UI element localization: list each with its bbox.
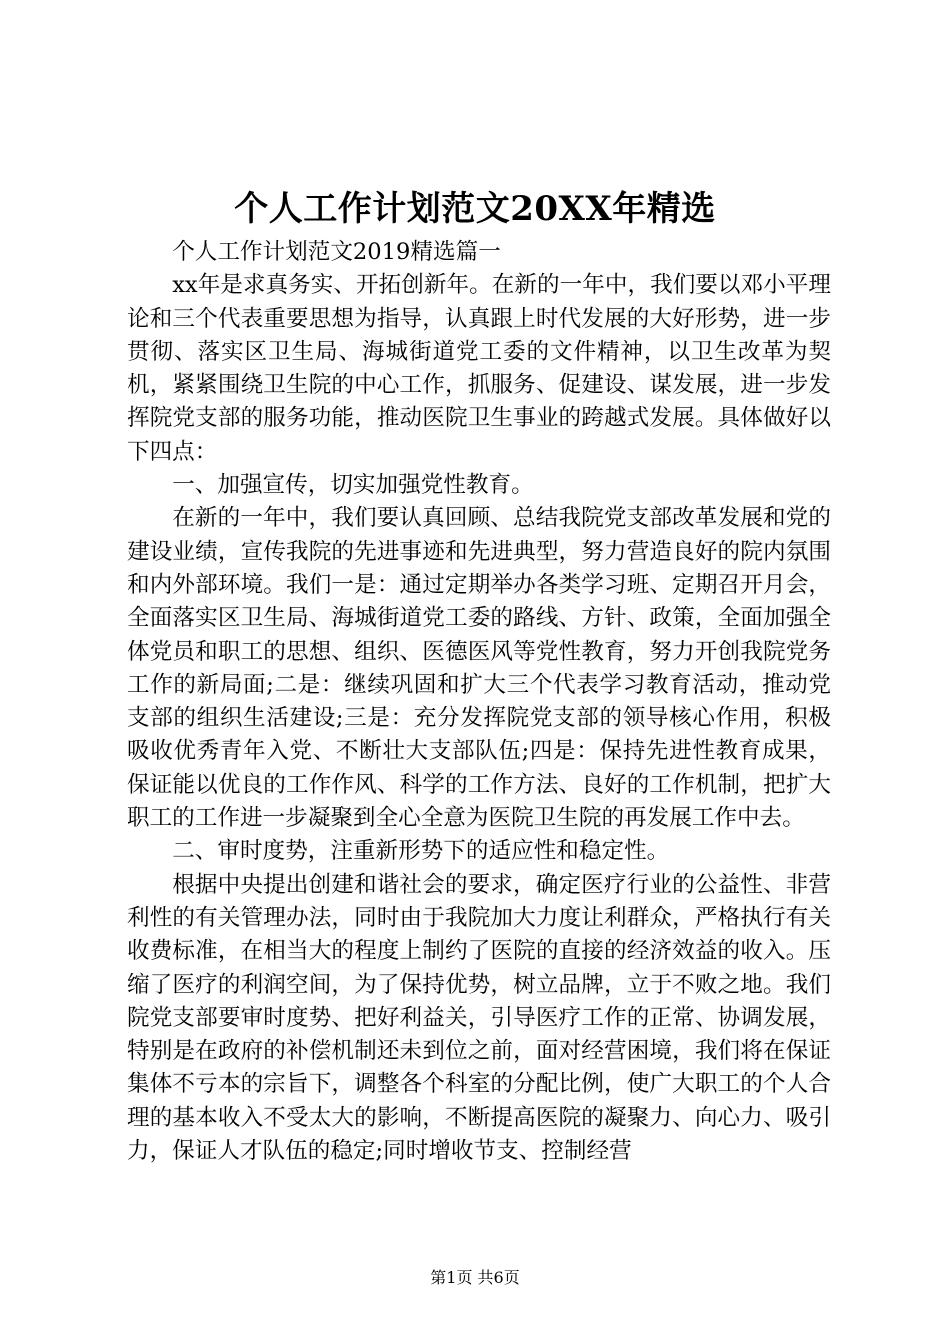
section-heading: 个人工作计划范文2019精选篇一: [172, 239, 501, 265]
subheading: 一、加强宣传，切实加强党性教育。: [172, 472, 534, 499]
body-paragraph: xx年是求真务实、开拓创新年。在新的一年中，我们要以邓小平理论和三个代表重要思想为指导，认真跟上时代发展的大好形势，进一步贯彻、落实区卫生局、海城街道党工委的文件精神，以卫生改革为契机，紧紧围绕卫生院的中心工作，抓服务、促建设、谋发展，进一步发挥院党支部的服务功能，推动医院卫生事业的跨越式发展。具体做好以下四点：: [127, 272, 831, 465]
document-body: [127, 236, 831, 1168]
body-paragraph: 在新的一年中，我们要认真回顾、总结我院党支部改革发展和党的建设业绩，宣传我院的先进事迹和先进典型，努力营造良好的院内氛围和内外部环境。我们一是：通过定期举办各类学习班、定期召开月会，全面落实区卫生局、海城街道党工委的路线、方针、政策，全面加强全体党员和职工的思想、组织、医德医风等党性教育，努力开创我院党务工作的新局面;二是：继续巩固和扩大三个代表学习教育活动，推动党支部的组织生活建设;三是：充分发挥院党支部的领导核心作用，积极吸收优秀青年入党、不断壮大支部队伍;四是：保持先进性教育成果，保证能以优良的工作作风、科学的工作方法、良好的工作机制，把扩大职工的工作进一步凝聚到全心全意为医院卫生院的再发展工作中去。: [127, 505, 831, 832]
body-paragraph: 根据中央提出创建和谐社会的要求，确定医疗行业的公益性、非营利性的有关管理办法，同时由于我院加大力度让利群众，严格执行有关收费标准，在相当大的程度上制约了医院的直接的经济效益的收入。压缩了医疗的利润空间，为了保持优势，树立品牌，立于不败之地。我们院党支部要审时度势、把好利益关，引导医疗工作的正常、协调发展，特别是在政府的补偿机制还未到位之前，面对经营困境，我们将在保证集体不亏本的宗旨下，调整各个科室的分配比例，使广大职工的个人合理的基本收入不受太大的影响，不断提高医院的凝聚力、向心力、吸引力，保证人才队伍的稳定;同时增收节支、控制经营: [127, 871, 831, 1165]
subheading: 二、审时度势，注重新形势下的适应性和稳定性。: [172, 838, 670, 865]
document-title: 个人工作计划范文20XX年精选: [234, 189, 716, 229]
page-footer: 第1页 共6页: [430, 1268, 520, 1287]
